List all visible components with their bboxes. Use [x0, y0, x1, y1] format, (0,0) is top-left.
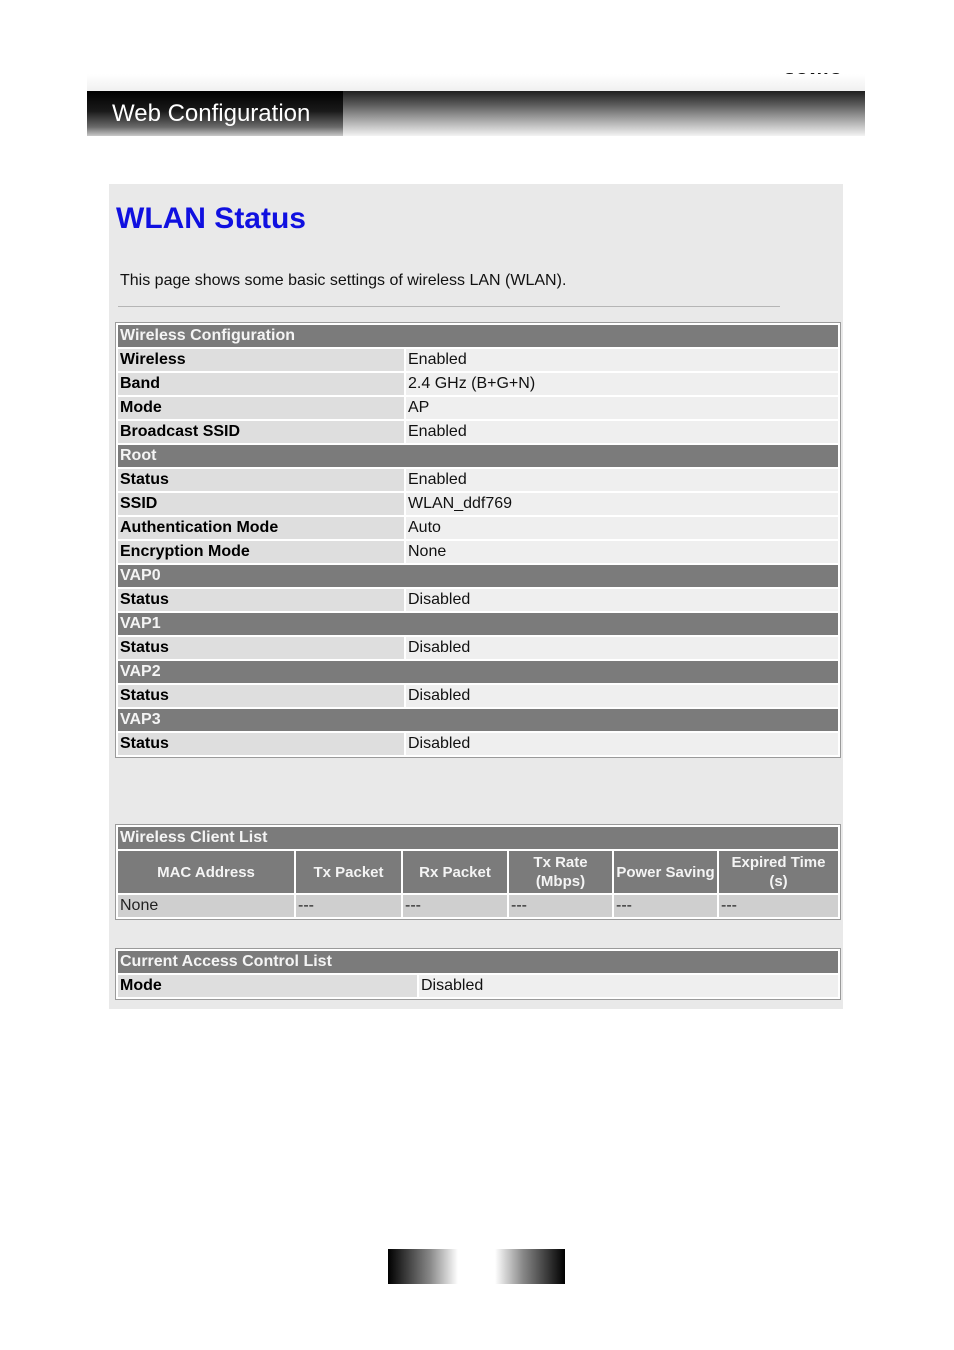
table-row [118, 975, 838, 997]
row-value: Enabled [406, 349, 838, 371]
table-cell: --- [296, 895, 401, 917]
acl-table [115, 948, 841, 1000]
table-row [118, 589, 838, 611]
header-title: Web Configuration [112, 100, 311, 127]
row-label: Mode [118, 975, 417, 997]
header-top-line [87, 74, 865, 91]
row-label: Status [118, 469, 404, 491]
table-cell: --- [719, 895, 838, 917]
page-title: WLAN Status [116, 202, 306, 235]
row-label: Band [118, 373, 404, 395]
row-value: Disabled [406, 733, 838, 755]
row-value: Disabled [406, 589, 838, 611]
table-row [118, 469, 838, 491]
page-description: This page shows some basic settings of wireless LAN (WLAN). [120, 272, 567, 289]
column-header: Tx Packet [296, 851, 401, 893]
table-row [118, 373, 838, 395]
table-row [118, 517, 838, 539]
row-value: Disabled [406, 637, 838, 659]
row-value: Enabled [406, 421, 838, 443]
section-heading-vap0: VAP0 [118, 565, 838, 587]
row-value: Disabled [419, 975, 838, 997]
section-heading: Current Access Control List [118, 951, 838, 973]
row-value: 2.4 GHz (B+G+N) [406, 373, 838, 395]
row-value: Enabled [406, 469, 838, 491]
row-label: Status [118, 589, 404, 611]
table-row [118, 637, 838, 659]
column-header: Rx Packet [403, 851, 507, 893]
row-label: Wireless [118, 349, 404, 371]
row-label: Status [118, 733, 404, 755]
section-heading: Wireless Configuration [118, 325, 838, 347]
table-row [118, 421, 838, 443]
row-value: None [406, 541, 838, 563]
table-cell: --- [509, 895, 612, 917]
section-heading: Wireless Client List [118, 827, 838, 849]
row-value: WLAN_ddf769 [406, 493, 838, 515]
row-label: Mode [118, 397, 404, 419]
row-label: Broadcast SSID [118, 421, 404, 443]
row-label: SSID [118, 493, 404, 515]
column-header: MAC Address [118, 851, 294, 893]
table-row [118, 349, 838, 371]
section-heading-vap2: VAP2 [118, 661, 838, 683]
table-row [118, 685, 838, 707]
table-row [118, 895, 838, 917]
column-header: Power Saving [614, 851, 717, 893]
table-row [118, 493, 838, 515]
section-heading-vap3: VAP3 [118, 709, 838, 731]
table-header-row [118, 851, 838, 893]
row-label: Status [118, 685, 404, 707]
row-value: Auto [406, 517, 838, 539]
table-row [118, 733, 838, 755]
table-row [118, 541, 838, 563]
footer-gradient-left [388, 1249, 458, 1284]
row-value: AP [406, 397, 838, 419]
section-heading-vap1: VAP1 [118, 613, 838, 635]
divider [118, 306, 780, 307]
client-list-table [115, 824, 841, 920]
column-header: Tx Rate (Mbps) [509, 851, 612, 893]
row-value: Disabled [406, 685, 838, 707]
section-heading-root: Root [118, 445, 838, 467]
table-cell: --- [614, 895, 717, 917]
row-label: Authentication Mode [118, 517, 404, 539]
row-label: Encryption Mode [118, 541, 404, 563]
table-row [118, 397, 838, 419]
footer-gradient-right [495, 1249, 565, 1284]
row-label: Status [118, 637, 404, 659]
column-header: Expired Time (s) [719, 851, 838, 893]
table-cell: --- [403, 895, 507, 917]
table-cell: None [118, 895, 294, 917]
wireless-config-table [115, 322, 841, 758]
